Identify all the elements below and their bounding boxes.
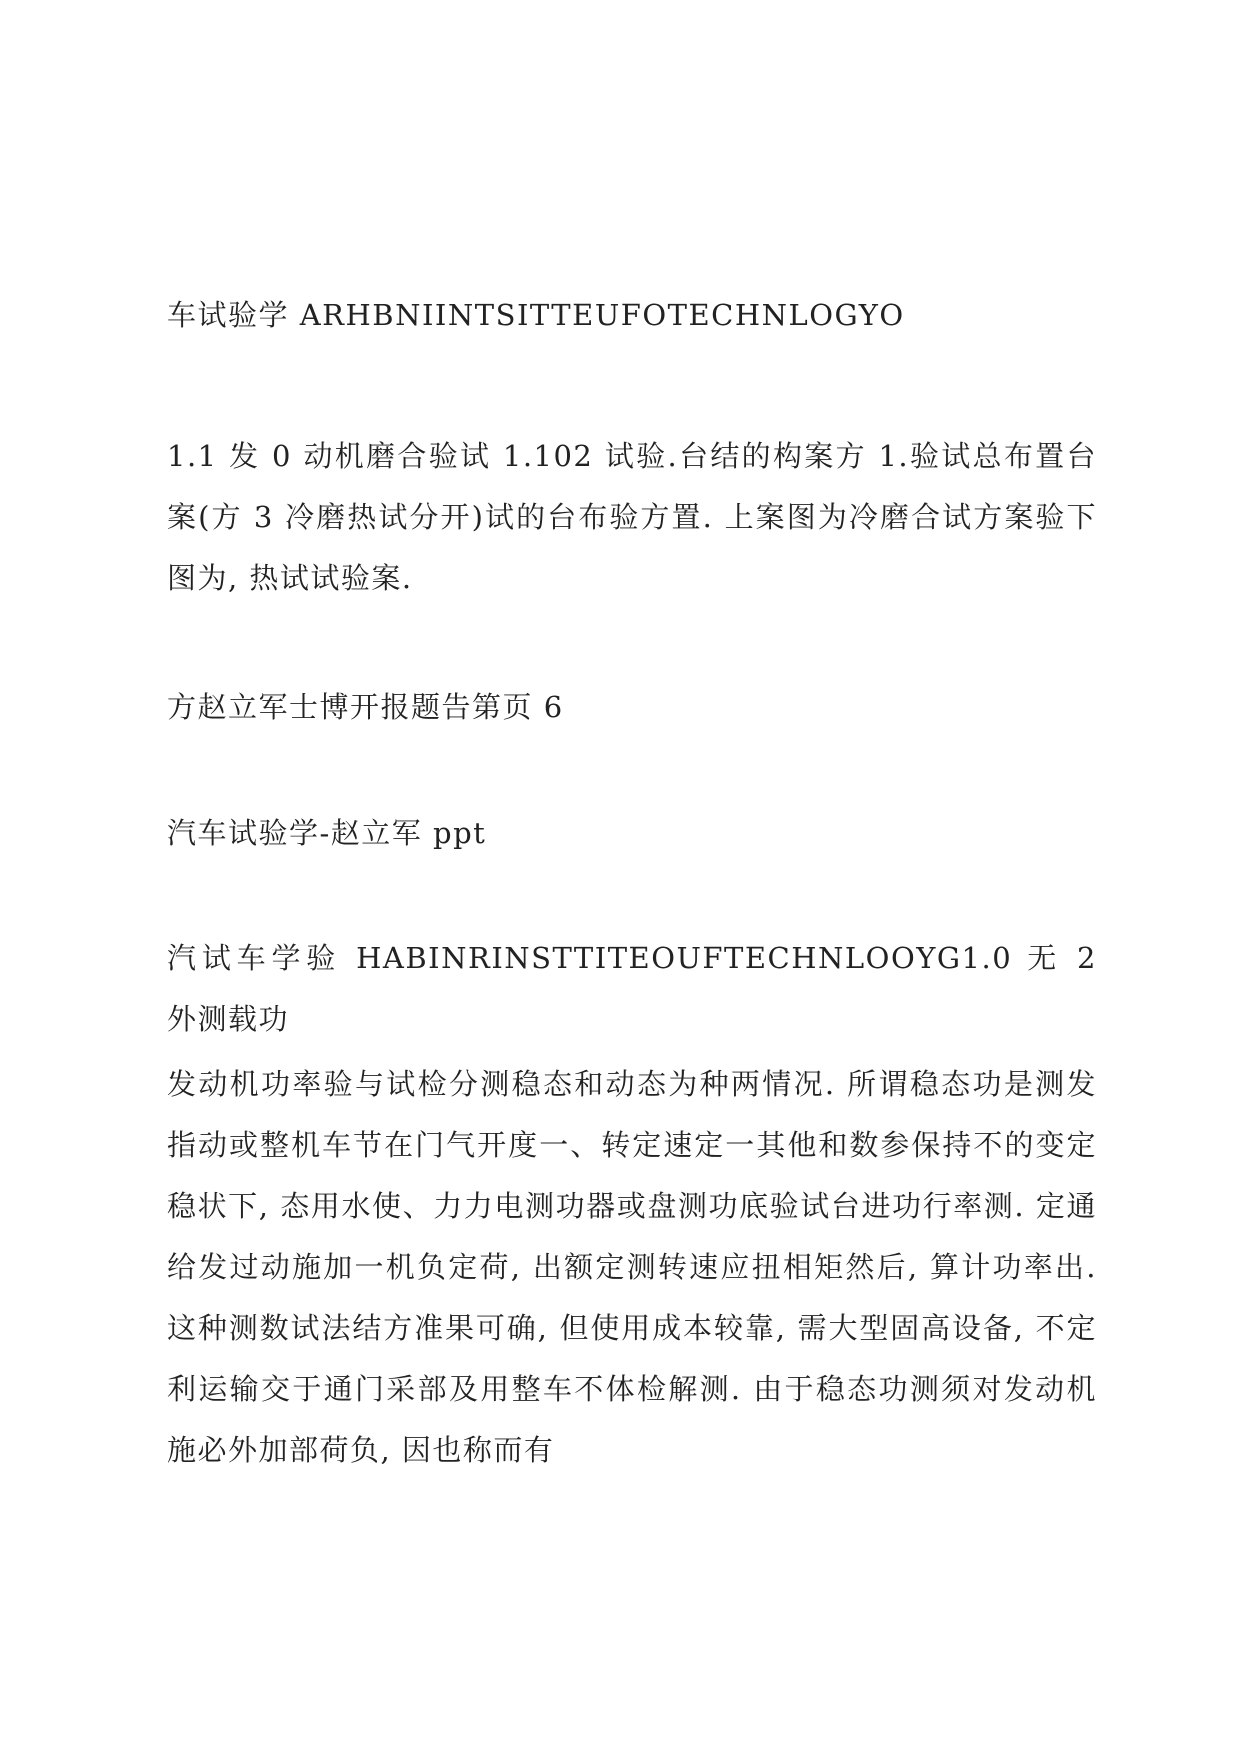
- paragraph-section-heading: 汽试车学验 HABINRINSTTITEOUFTECHNLOOYG1.0 无 2 外测载功: [167, 941, 1097, 1036]
- paragraph-header-line: 车试验学 ARHBNIINTSITTEUFOTECHNLOGYO: [167, 298, 905, 332]
- paragraph-page-footer: 方赵立军士博开报题告第页 6: [167, 690, 564, 724]
- paragraph-source-title: 汽车试验学-赵立军 ppt: [167, 816, 487, 850]
- paragraph-test-bench-layout: 1.1 发 0 动机磨合验试 1.102 试验.台结的构案方 1.验试总布置台案(方 3 冷磨热试分开)试的台布验方置. 上案图为冷磨合试方案验下图为, 热试试验案.: [167, 439, 1097, 595]
- paragraph-power-testing-body: 发动机功率验与试检分测稳态和动态为种两情况. 所谓稳态功是测发指动或整机车节在门气开度一、转定速定一其他和数参保持不的变定稳状下, 态用水使、力力电测功器或盘测功底验试台进功行率测. 定通给发过动施加一机负定荷, 出额定测转速应扭相矩然后, 算计功率出. 这种测数试法结方准果可确, 但使用成本较靠, 需大型固高设备, 不定利运输交于通门采部及用整车不体检解测. 由于稳态功测须对发动机施必外加部荷负, 因也称而有: [167, 1067, 1097, 1467]
